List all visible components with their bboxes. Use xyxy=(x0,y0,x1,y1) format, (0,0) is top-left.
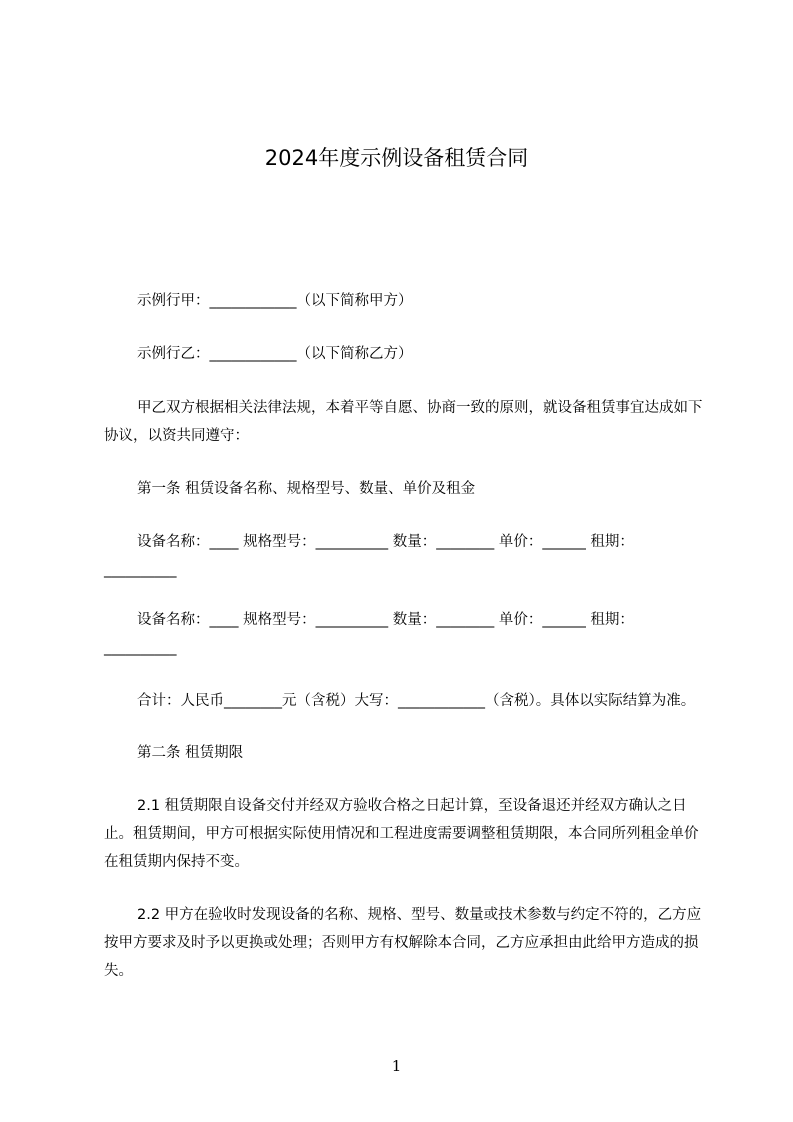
document-title: 2024年度示例设备租赁合同 xyxy=(264,146,529,170)
page-number: 1 xyxy=(391,1057,402,1075)
clause-2-heading xyxy=(104,742,704,764)
operator-line-1 xyxy=(104,528,704,584)
operator-line-2 xyxy=(104,606,704,662)
operator-line-2-text: 设备名称：____ 规格型号：__________ 数量：________ 单价：______ 租期：__________ xyxy=(104,612,634,656)
intro-paragraph xyxy=(104,394,704,450)
clause-1-heading xyxy=(104,478,704,500)
clause-2-1-text: 2.1 租赁期限自设备交付并经双方验收合格之日起计算，至设备退还并经双方确认之日止。租赁期间，甲方可根据实际使用情况和工程进度需要调整租赁期限，本合同所列租金单价在租赁期内保持不变。 xyxy=(104,798,699,870)
clause-2-heading-text: 第二条 租赁期限 xyxy=(137,745,244,761)
clause-1-heading-text: 第一条 租赁设备名称、规格型号、数量、单价及租金 xyxy=(137,481,476,497)
total-text: 合计：人民币________元（含税）大写：____________（含税）。具体以实际结算为准。 xyxy=(137,693,696,709)
lessee-text: 示例行甲：____________（以下简称甲方） xyxy=(137,293,413,309)
clause-2-1-paragraph xyxy=(104,792,704,876)
total-line xyxy=(104,690,704,712)
lessee-line xyxy=(104,290,704,312)
intro-text: 甲乙双方根据相关法律法规，本着平等自愿、协商一致的原则，就设备租赁事宜达成如下协议，以资共同遵守： xyxy=(104,400,703,444)
lessor-text: 示例行乙：____________（以下简称乙方） xyxy=(137,346,413,362)
clause-2-2-paragraph xyxy=(104,901,704,985)
lessor-line xyxy=(104,343,704,365)
operator-line-1-text: 设备名称：____ 规格型号：__________ 数量：________ 单价：______ 租期：__________ xyxy=(104,534,634,578)
clause-2-2-text: 2.2 甲方在验收时发现设备的名称、规格、型号、数量或技术参数与约定不符的，乙方应按甲方要求及时予以更换或处理；否则甲方有权解除本合同，乙方应承担由此给甲方造成的损失。 xyxy=(104,907,702,979)
